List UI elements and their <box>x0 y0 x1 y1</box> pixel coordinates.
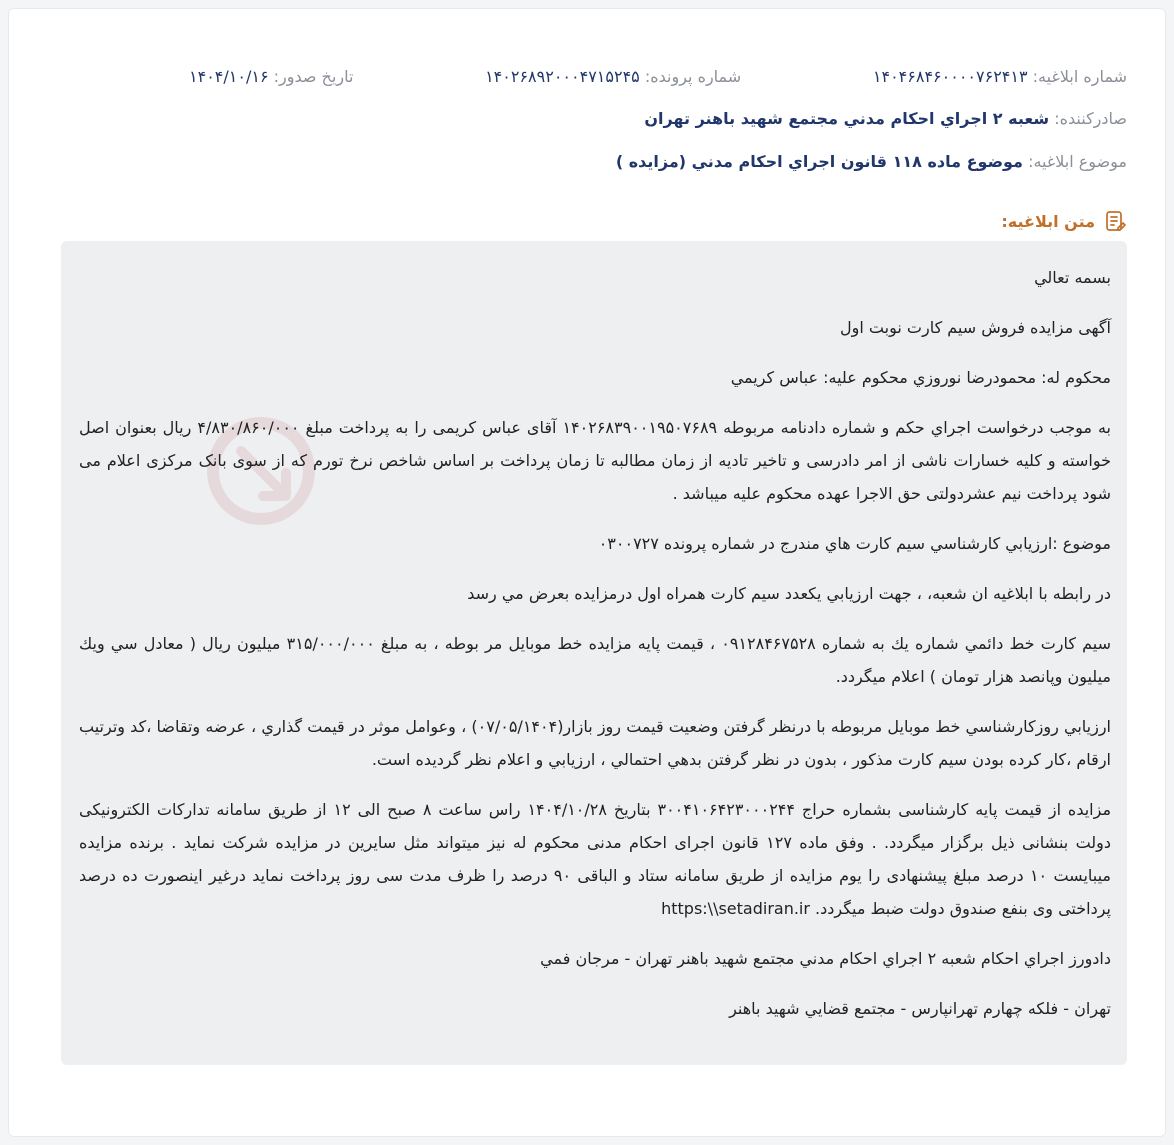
notice-document-icon <box>1103 209 1127 233</box>
subject-value: موضوع ماده ۱۱۸ قانون اجراي احكام مدني (مزايده ) <box>615 152 1023 171</box>
notice-paragraph: دادورز اجراي احكام شعبه ۲ اجراي احكام مدني مجتمع شهيد باهنر تهران - مرجان فمي <box>540 949 1111 968</box>
notice-paragraph: بسمه تعالي <box>1034 268 1111 287</box>
notice-text-title: متن ابلاغيه: <box>1001 211 1095 231</box>
notice-paragraph: در رابطه با ابلاغيه ان شعبه، ، جهت ارزيابي يكعدد سيم كارت همراه اول درمزايده بعرض مي رسد <box>467 584 1111 603</box>
notice-number-field <box>873 67 1127 86</box>
subject-row <box>616 152 1127 171</box>
issuer-label: صادرکننده: <box>1054 109 1127 128</box>
notice-paragraph: موضوع :ارزيابي كارشناسي سيم كارت هاي مندرج در شماره پرونده ۰۳۰۰۷۲۷ <box>598 534 1111 553</box>
notice-paragraph: آگهی مزایده فروش سیم کارت نوبت اول <box>840 318 1111 337</box>
case-number-value: ۱۴۰۲۶۸۹۲۰۰۰۴۷۱۵۲۴۵ <box>485 67 640 86</box>
issuer-value: شعبه ۲ اجراي احکام مدني مجتمع شهيد باهنر تهران <box>644 109 1050 128</box>
notice-text-heading <box>1001 209 1127 233</box>
notice-meta-row <box>189 67 1127 86</box>
notice-number-label: شماره ابلاغيه: <box>1032 67 1127 86</box>
notice-card <box>8 8 1166 1137</box>
issue-date-field <box>189 67 353 86</box>
notice-paragraph: مزایده از قیمت پایه کارشناسی بشماره حراج ۳۰۰۴۱۰۶۴۲۳۰۰۰۲۴۴ بتاریخ ۱۴۰۴/۱۰/۲۸ راس ساعت ۸ صبح الی ۱۲ از طریق سامانه تدارکات الکترونیکی دولت بنشانی ذیل برگزار میگردد. . وفق ماده ۱۲۷ قانون اجرای احکام مدنی محکوم له نیز میتواند مثل سایرین در مزایده شرکت نماید . برنده مزایده میبایست ۱۰ درصد مبلغ پیشنهادی را یوم مزایده از طریق سامانه ستاد و الباقی ۹۰ درصد را ظرف مدت سی روز پرداخت نماید درغیر اینصورت ده درصد پرداختی وی بنفع صندوق دولت ضبط میگردد. https:\\setadiran.ir <box>79 800 1112 918</box>
notice-number-value: ۱۴۰۴۶۸۴۶۰۰۰۰۷۶۲۴۱۳ <box>872 67 1028 86</box>
notice-paragraph: به موجب درخواست اجراي حكم و شماره دادنامه مربوطه ۱۴۰۲۶۸۳۹۰۰۱۹۵۰۷۶۸۹ آقای عباس کریمی را به پرداخت مبلغ ۴/۸۳۰/۸۶۰/۰۰۰ ریال بعنوان اصل خواسته و كليه خسارات ناشی از امر دادرسی و تاخیر تادیه از زمان مطالبه تا زمان پرداخت بر اساس شاخص نرخ تورم كه از سوی بانک مرکزی اعلام می شود پرداخت نیم عشردولتی حق الاجرا عهده محكوم عليه میباشد . <box>79 418 1112 503</box>
notice-paragraph: تهران - فلكه چهارم تهرانپارس - مجتمع قضايي شهيد باهنر <box>729 999 1111 1018</box>
subject-label: موضوع ابلاغيه: <box>1028 152 1127 171</box>
case-number-field <box>485 67 741 86</box>
issuer-row <box>644 109 1127 128</box>
issue-date-value: ۱۴۰۴/۱۰/۱۶ <box>189 67 269 86</box>
notice-paragraph: ارزيابي روزكارشناسي خط موبايل مربوطه با درنظر گرفتن وضعيت قيمت روز بازار(۰۷/۰۵/۱۴۰۴) ، وعوامل موثر در قيمت گذاري ، عرضه وتقاضا ،كد وترتيب ارقام ،كار كرده بودن سيم كارت مذكور ، بدون در نظر گرفتن بدهي احتمالي ، ارزيابي و اعلام نظر گرديده است. <box>79 717 1111 769</box>
case-number-label: شماره پرونده: <box>644 67 742 86</box>
notice-paragraphs <box>79 261 1111 1025</box>
notice-paragraph: محكوم له: محمودرضا نوروزي محكوم عليه: عباس كريمي <box>730 368 1111 387</box>
issue-date-label: تاريخ صدور: <box>273 67 354 86</box>
notice-body <box>61 241 1127 1065</box>
notice-paragraph: سيم كارت خط دائمي شماره يك به شماره ۰۹۱۲۸۴۶۷۵۲۸ ، قيمت پايه مزايده خط موبايل مر بوطه ، به مبلغ ۳۱۵/۰۰۰/۰۰۰ ميليون ريال ( معادل سي ويك ميليون وپانصد هزار تومان ) اعلام ميگردد. <box>79 634 1112 686</box>
